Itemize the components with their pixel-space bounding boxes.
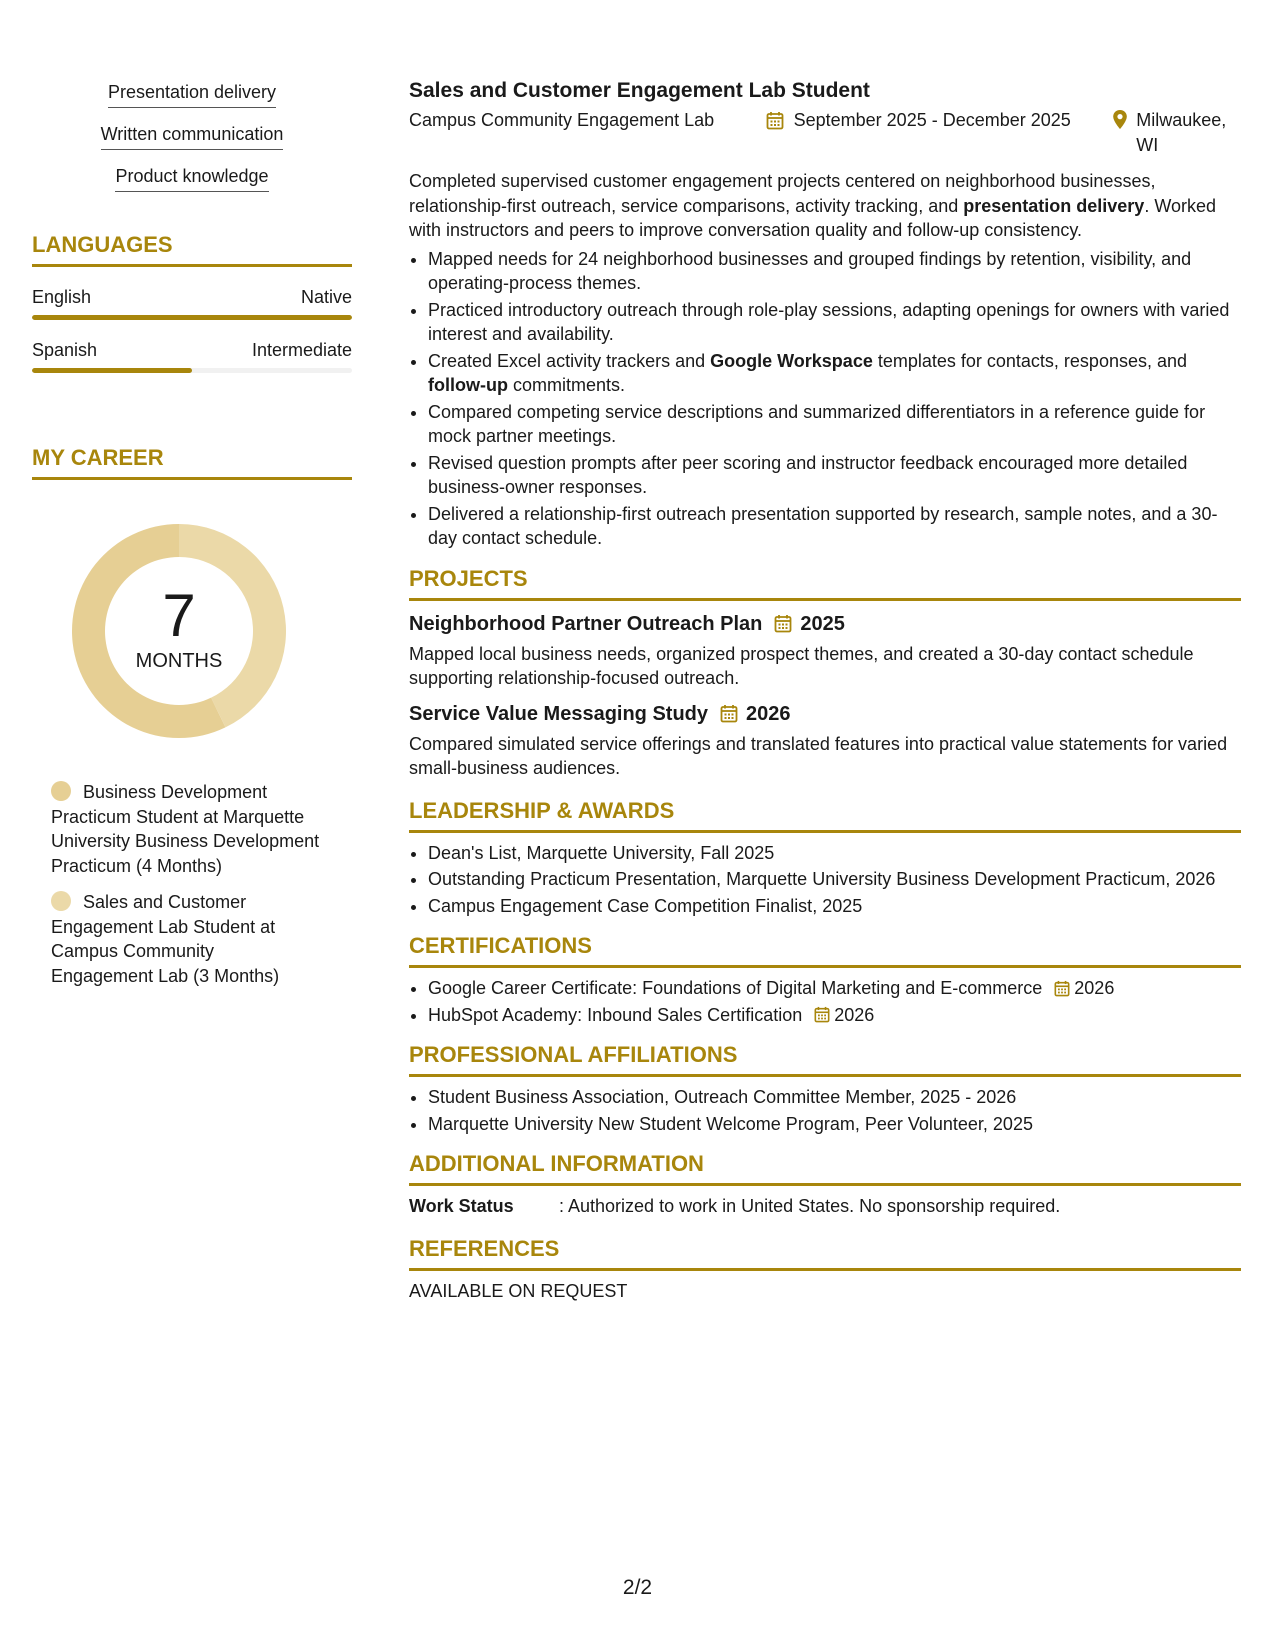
language-english bbox=[32, 287, 352, 320]
job-title: Sales and Customer Engagement Lab Student bbox=[409, 79, 870, 102]
bullet-text: Revised question prompts after peer scoring and instructor feedback encouraged more detailed business-owner responses. bbox=[428, 452, 1188, 497]
bullet-text: Compared competing service descriptions and summarized differentiators in a reference guide for mock partner meetings. bbox=[428, 401, 1206, 446]
job-bullet bbox=[428, 502, 1241, 551]
right-column bbox=[409, 76, 1241, 1303]
bullet-emphasis: follow-up bbox=[428, 375, 508, 395]
language-bar bbox=[32, 368, 352, 373]
additional-info-key: Work Status bbox=[409, 1196, 514, 1216]
additional-info-row bbox=[409, 1194, 1241, 1219]
map-pin-icon bbox=[1112, 109, 1128, 130]
language-spanish bbox=[32, 340, 352, 373]
language-name: Spanish bbox=[32, 340, 98, 360]
certification-year: 2026 bbox=[834, 1004, 875, 1025]
career-donut-chart bbox=[66, 518, 292, 744]
bullet-text: Delivered a relationship-first outreach presentation supported by research, sample notes, and a 30-day contact schedule. bbox=[428, 503, 1218, 548]
project-year: 2025 bbox=[800, 612, 845, 635]
language-bar-fill bbox=[32, 368, 192, 373]
certification-name: • Google Career Certificate: Foundations of Digital Marketing and E-commerce bbox=[428, 978, 1043, 998]
job-bullet bbox=[428, 247, 1241, 296]
language-level: Intermediate bbox=[251, 340, 352, 360]
page-number: 2/2 bbox=[622, 1576, 653, 1599]
calendar-icon bbox=[720, 704, 738, 723]
references-heading: REFERENCES bbox=[409, 1235, 1241, 1271]
career-total-value: 7 bbox=[162, 582, 196, 649]
career-heading: MY CAREER bbox=[32, 445, 352, 480]
certification-item bbox=[428, 976, 1241, 1001]
language-level: Native bbox=[300, 287, 352, 307]
calendar-icon bbox=[774, 614, 792, 633]
bullet-text: Practiced introductory outreach through role-play sessions, adapting openings for owners with varied interest and availability. bbox=[428, 299, 1230, 344]
language-name: English bbox=[32, 287, 92, 307]
certification-year: 2026 bbox=[1074, 978, 1115, 998]
certifications-heading: CERTIFICATIONS bbox=[409, 932, 1241, 968]
bullet-text: Created Excel activity trackers and bbox=[428, 350, 711, 371]
job-company: Campus Community Engagement Lab bbox=[409, 110, 715, 130]
calendar-icon bbox=[766, 111, 784, 130]
left-column bbox=[32, 80, 352, 1000]
affiliation-item: • Marquette University New Student Welcome Program, Peer Volunteer, 2025 bbox=[428, 1112, 1241, 1137]
job-bullet bbox=[428, 349, 1241, 398]
calendar-icon bbox=[1054, 980, 1070, 997]
affiliations-list bbox=[409, 1085, 1241, 1136]
project-description: Mapped local business needs, organized prospect themes, and created a 30-day contact schedule supporting relationship-focused outreach. bbox=[409, 643, 1194, 688]
skill-item: Presentation delivery bbox=[108, 80, 276, 108]
career-legend-text: Business Development Practicum Student at Marquette University Business Development Practicum (4 Months) bbox=[51, 782, 320, 876]
award-item: • Campus Engagement Case Competition Finalist, 2025 bbox=[428, 894, 1241, 919]
certification-name: • HubSpot Academy: Inbound Sales Certification bbox=[428, 1004, 803, 1025]
project-name: Service Value Messaging Study bbox=[409, 702, 709, 725]
summary-emphasis: presentation delivery bbox=[963, 195, 1145, 216]
job-location-text: Milwaukee, WI bbox=[1136, 110, 1227, 155]
job-dates bbox=[766, 108, 1113, 133]
additional-info-heading: ADDITIONAL INFORMATION bbox=[409, 1150, 1241, 1186]
bullet-text: commitments. bbox=[507, 375, 626, 395]
awards-heading: LEADERSHIP & AWARDS bbox=[409, 797, 1241, 833]
references-text: AVAILABLE ON REQUEST bbox=[409, 1280, 628, 1301]
language-bar-fill bbox=[32, 315, 352, 320]
summary-text: . Worked with instructors and peers to improve conversation quality and follow-up consistency. bbox=[409, 195, 1217, 240]
job-meta bbox=[409, 108, 1241, 157]
legend-dot bbox=[51, 891, 71, 911]
legend-dot bbox=[51, 781, 71, 801]
additional-info-value: : Authorized to work in United States. No sponsorship required. bbox=[559, 1196, 1061, 1216]
job-dates-text: September 2025 - December 2025 bbox=[793, 110, 1071, 130]
projects-heading: PROJECTS bbox=[409, 565, 1241, 601]
certifications-list bbox=[409, 976, 1241, 1027]
job-bullet bbox=[428, 400, 1241, 449]
job-bullet bbox=[428, 451, 1241, 500]
career-legend-item bbox=[51, 780, 321, 878]
language-bar bbox=[32, 315, 352, 320]
affiliations-heading: PROFESSIONAL AFFILIATIONS bbox=[409, 1041, 1241, 1077]
skills-list bbox=[32, 80, 352, 192]
job-bullet bbox=[428, 298, 1241, 347]
skill-item: Written communication bbox=[101, 122, 284, 150]
affiliation-item: • Student Business Association, Outreach Committee Member, 2025 - 2026 bbox=[428, 1085, 1241, 1110]
career-legend-item bbox=[51, 890, 321, 988]
certification-item bbox=[428, 1003, 1241, 1028]
award-item: • Dean's List, Marquette University, Fall 2025 bbox=[428, 841, 1241, 866]
calendar-icon bbox=[814, 1006, 830, 1023]
bullet-text: templates for contacts, responses, and bbox=[872, 350, 1188, 371]
languages-heading: LANGUAGES bbox=[32, 232, 352, 267]
bullet-text: Mapped needs for 24 neighborhood businesses and grouped findings by retention, visibility, and operating-process themes. bbox=[428, 248, 1192, 293]
skill-item: Product knowledge bbox=[115, 164, 268, 192]
job-summary bbox=[409, 169, 1241, 243]
project-name: Neighborhood Partner Outreach Plan bbox=[409, 612, 763, 635]
career-legend bbox=[32, 780, 352, 988]
career-legend-text: Sales and Customer Engagement Lab Student at Campus Community Engagement Lab (3 Months) bbox=[51, 892, 280, 986]
career-total-unit: MONTHS bbox=[135, 650, 223, 672]
project-item bbox=[409, 700, 1241, 781]
summary-text: Completed supervised customer engagement projects centered on neighborhood businesses, relationship-first outreach, service comparisons, activity tracking, and bbox=[409, 171, 1156, 216]
job-bullets bbox=[409, 247, 1241, 551]
project-description: Compared simulated service offerings and translated features into practical value statements for varied small-business audiences. bbox=[409, 733, 1228, 778]
project-year: 2026 bbox=[746, 702, 791, 725]
job-location bbox=[1112, 108, 1241, 157]
awards-list bbox=[409, 841, 1241, 919]
project-item bbox=[409, 610, 1241, 691]
bullet-emphasis: Google Workspace bbox=[710, 350, 873, 371]
award-item: • Outstanding Practicum Presentation, Marquette University Business Development Practicum, 2026 bbox=[428, 867, 1241, 892]
